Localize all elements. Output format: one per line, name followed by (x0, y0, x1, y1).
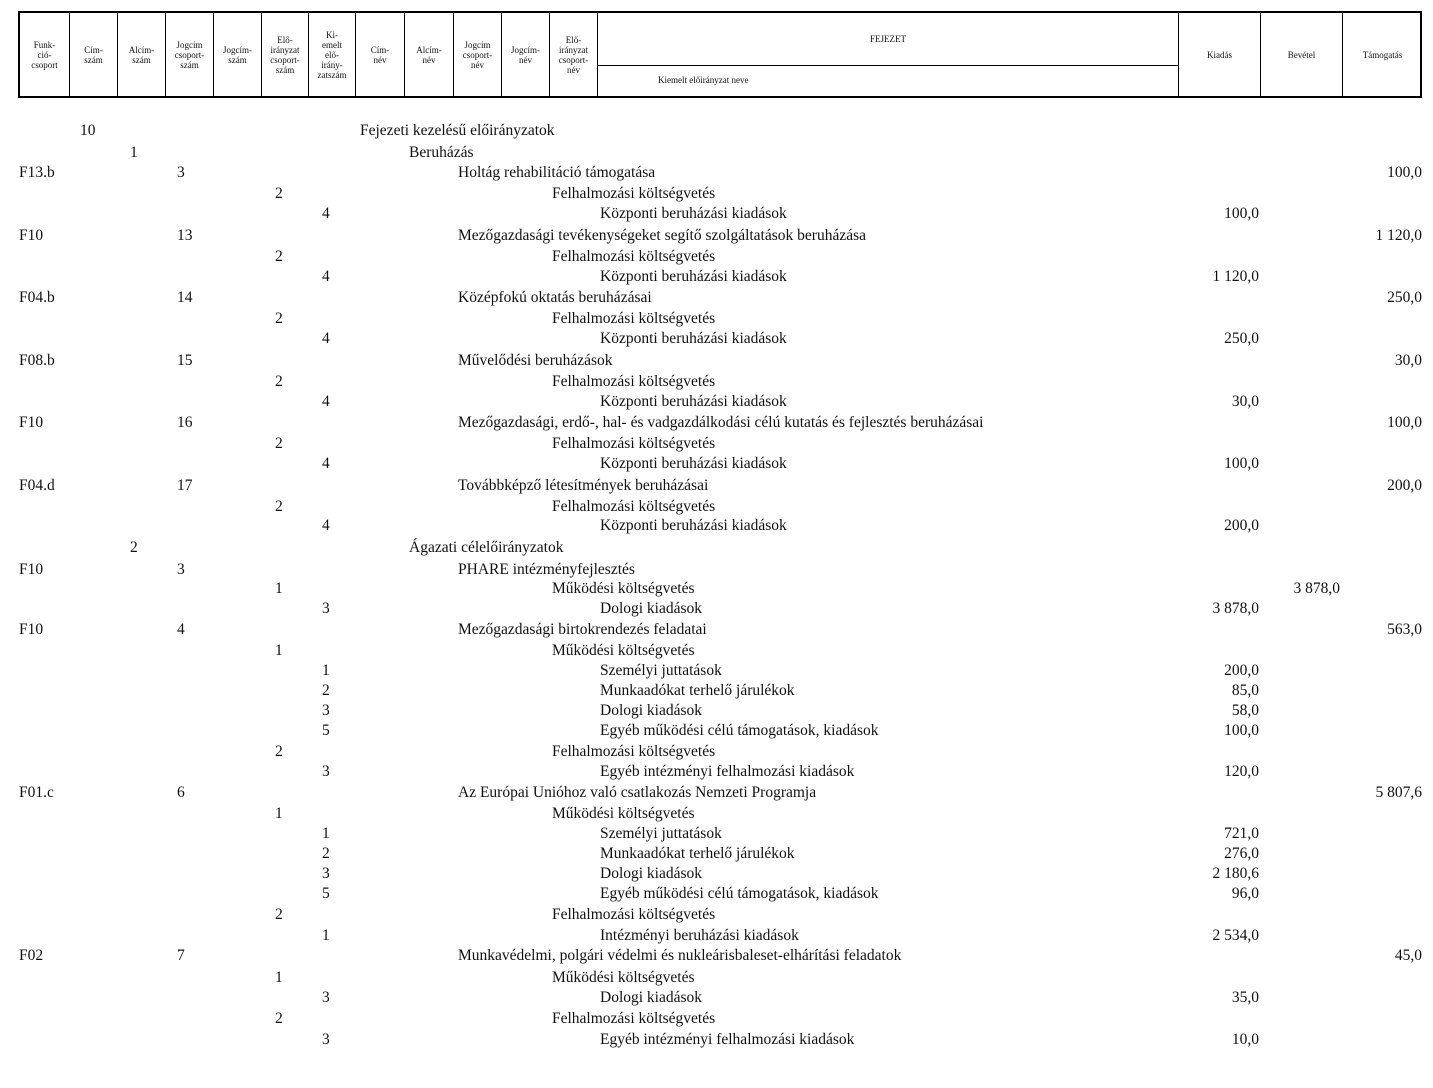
jogcimcsoport-cell: 14 (177, 289, 193, 306)
header-label-line: Cím- (84, 44, 103, 55)
header-col-alcimszam (117, 13, 165, 96)
kiemelt-eloiranyzat-cell: 2 (322, 682, 330, 699)
kiemelt-eloiranyzat-cell: 1 (322, 662, 330, 679)
header-label-line: Jogcím (464, 39, 491, 50)
kiemelt-eloiranyzat-cell: 4 (322, 330, 330, 347)
item-name: Egyéb működési célú támogatások, kiadások (600, 722, 879, 739)
jogcimcsoport-cell: 17 (177, 477, 193, 494)
table-row (0, 121, 1433, 141)
kiemelt-eloiranyzat-cell: 3 (322, 702, 330, 719)
item-name: Dologi kiadások (600, 989, 703, 1006)
table-row (0, 351, 1433, 371)
funkcio-cell: F01.c (19, 784, 54, 801)
funkcio-cell: F10 (19, 414, 44, 431)
table-row (0, 804, 1433, 824)
header-label-line: elő- (324, 49, 339, 60)
header-col-eloiranyzat-csoport-szam (261, 13, 308, 96)
item-name: Felhalmozási költségvetés (552, 906, 716, 923)
jogcimcsoport-cell: 6 (177, 784, 185, 801)
kiadas-value: 2 534,0 (1212, 927, 1259, 944)
eloiranyzat-csoport-cell: 1 (275, 969, 283, 986)
table-row (0, 247, 1433, 267)
funkcio-cell: F08.b (19, 352, 55, 369)
item-name: Felhalmozási költségvetés (552, 248, 716, 265)
item-name: Munkaadókat terhelő járulékok (600, 845, 795, 862)
kiadas-value: 250,0 (1224, 330, 1259, 347)
eloiranyzat-csoport-cell: 2 (275, 373, 283, 390)
kiemelt-eloiranyzat-cell: 4 (322, 517, 330, 534)
tamogatas-value: 30,0 (1394, 352, 1422, 369)
table-row (0, 884, 1433, 904)
item-name: Mezőgazdasági tevékenységeket segítő szolgáltatások beruházása (458, 227, 866, 244)
header-label-line: ció- (37, 49, 52, 60)
item-name: Személyi juttatások (600, 662, 722, 679)
kiemelt-eloiranyzat-cell: 4 (322, 455, 330, 472)
item-name: Mezőgazdasági birtokrendezés feladatai (458, 621, 707, 638)
item-name: Személyi juttatások (600, 825, 722, 842)
kiadas-value: 120,0 (1224, 763, 1259, 780)
eloiranyzat-csoport-cell: 1 (275, 805, 283, 822)
table-row (0, 204, 1433, 224)
kiemelt-eloiranyzat-cell: 3 (322, 865, 330, 882)
header-label-line: név (373, 54, 387, 65)
table-row (0, 454, 1433, 474)
tamogatas-value: 200,0 (1387, 477, 1422, 494)
item-name: Egyéb intézményi felhalmozási kiadások (600, 1031, 855, 1048)
header-label-line: Alcím- (128, 44, 155, 55)
kiemelt-eloiranyzat-cell: 1 (322, 927, 330, 944)
kiadas-value: 100,0 (1224, 205, 1259, 222)
header-label-line: név (422, 54, 436, 65)
item-name: Egyéb működési célú támogatások, kiadások (600, 885, 879, 902)
alcimszam-cell: 2 (130, 539, 138, 556)
kiadas-value: 35,0 (1231, 989, 1259, 1006)
header-col-kiemelt-eloiranyzatszam (308, 13, 355, 96)
funkcio-cell: F10 (19, 621, 44, 638)
table-row (0, 905, 1433, 925)
table-row (0, 701, 1433, 721)
item-name: Intézményi beruházási kiadások (600, 927, 799, 944)
header-label-line: csoport- (174, 49, 205, 60)
table-row (0, 288, 1433, 308)
header-label-line: csoport- (558, 54, 589, 65)
item-name: Ágazati célelőirányzatok (409, 539, 564, 556)
table-row (0, 434, 1433, 454)
funkcio-cell: F04.d (19, 477, 55, 494)
header-label-line: irány- (321, 59, 343, 70)
tamogatas-value: 45,0 (1394, 947, 1422, 964)
kiadas-value: 96,0 (1231, 885, 1259, 902)
header-label-line: szám (228, 54, 247, 65)
header-col-jogcimszam (213, 13, 261, 96)
header-col-bevetel: Bevétel (1260, 13, 1342, 96)
kiadas-value: 85,0 (1231, 682, 1259, 699)
kiemelt-eloiranyzat-cell: 3 (322, 763, 330, 780)
funkcio-cell: F04.b (19, 289, 55, 306)
table-row (0, 372, 1433, 392)
item-name: Munkaadókat terhelő járulékok (600, 682, 795, 699)
eloiranyzat-csoport-cell: 2 (275, 743, 283, 760)
item-name: Beruházás (409, 144, 474, 161)
kiemelt-eloiranyzat-cell: 3 (322, 1031, 330, 1048)
item-name: Egyéb intézményi felhalmozási kiadások (600, 763, 855, 780)
table-row (0, 267, 1433, 287)
table-row (0, 783, 1433, 803)
header-col-jogcimcsoport-nev (453, 13, 501, 96)
table-row (0, 844, 1433, 864)
jogcimcsoport-cell: 3 (177, 164, 185, 181)
kiemelt-eloiranyzat-cell: 4 (322, 268, 330, 285)
table-row (0, 968, 1433, 988)
header-col-jogcimcsoport-szam (165, 13, 213, 96)
table-row (0, 762, 1433, 782)
table-row (0, 392, 1433, 412)
item-name: Központi beruházási kiadások (600, 393, 787, 410)
header-label-line: Alcím- (416, 44, 442, 55)
eloiranyzat-csoport-cell: 2 (275, 185, 283, 202)
cimszam-cell: 10 (80, 122, 96, 139)
kiemelt-eloiranyzat-cell: 5 (322, 722, 330, 739)
header-col-tamogatas: Támogatás (1342, 13, 1422, 96)
kiemelt-eloiranyzat-cell: 3 (322, 989, 330, 1006)
header-col-eloiranyzat-csoport-nev (549, 13, 597, 96)
header-label-line: Elő- (565, 34, 582, 45)
item-name: Központi beruházási kiadások (600, 268, 787, 285)
eloiranyzat-csoport-cell: 2 (275, 498, 283, 515)
header-col-fejezet (597, 13, 1178, 96)
kiemelt-eloiranyzat-cell: 1 (322, 825, 330, 842)
header-label-line: Jogcím (176, 39, 203, 50)
tamogatas-value: 100,0 (1387, 414, 1422, 431)
table-row (0, 538, 1433, 558)
item-name: Az Európai Unióhoz való csatlakozás Nemzeti Programja (458, 784, 817, 801)
kiadas-value: 721,0 (1224, 825, 1259, 842)
header-label-line: csoport (31, 59, 58, 70)
kiadas-value: 10,0 (1231, 1031, 1259, 1048)
header-label-line: Elő- (277, 34, 293, 45)
header-label-line: szám (180, 59, 199, 70)
header-label-line: Cím- (370, 44, 390, 55)
header-label-line: név (471, 59, 484, 70)
table-row (0, 476, 1433, 496)
table-row (0, 560, 1433, 580)
table-row (0, 721, 1433, 741)
funkcio-cell: F10 (19, 227, 44, 244)
kiadas-value: 30,0 (1231, 393, 1259, 410)
table-row (0, 641, 1433, 661)
eloiranyzat-csoport-cell: 2 (275, 310, 283, 327)
eloiranyzat-csoport-cell: 1 (275, 642, 283, 659)
table-row (0, 413, 1433, 433)
tamogatas-value: 1 120,0 (1375, 227, 1422, 244)
funkcio-cell: F10 (19, 561, 44, 578)
header-label-line: csoport- (270, 54, 300, 65)
eloiranyzat-csoport-cell: 2 (275, 435, 283, 452)
item-name: Munkavédelmi, polgári védelmi és nukleárisbaleset-elhárítási feladatok (458, 947, 902, 964)
table-row (0, 1009, 1433, 1029)
kiadas-value: 100,0 (1224, 455, 1259, 472)
table-header (18, 11, 1422, 98)
kiadas-value: 200,0 (1224, 662, 1259, 679)
kiadas-value: 200,0 (1224, 517, 1259, 534)
header-col-jogcimnev (501, 13, 549, 96)
item-name: Működési költségvetés (552, 642, 695, 659)
table-row (0, 620, 1433, 640)
fejezet-label: FEJEZET (598, 13, 1178, 66)
kiemelt-nev-label: Kiemelt előirányzat neve (658, 75, 749, 85)
item-name: Felhalmozási költségvetés (552, 373, 716, 390)
header-label-line: csoport- (462, 49, 493, 60)
eloiranyzat-csoport-cell: 2 (275, 1010, 283, 1027)
table-row (0, 742, 1433, 762)
tamogatas-value: 100,0 (1387, 164, 1422, 181)
item-name: Felhalmozási költségvetés (552, 185, 716, 202)
table-row (0, 864, 1433, 884)
table-row (0, 163, 1433, 183)
jogcimcsoport-cell: 4 (177, 621, 185, 638)
kiemelt-eloiranyzat-cell: 2 (322, 845, 330, 862)
item-name: Felhalmozási költségvetés (552, 435, 716, 452)
table-row (0, 988, 1433, 1008)
header-label-line: zatszám (317, 69, 347, 80)
kiadas-value: 1 120,0 (1212, 268, 1259, 285)
kiadas-value: 276,0 (1224, 845, 1259, 862)
table-row (0, 329, 1433, 349)
table-row (0, 516, 1433, 536)
eloiranyzat-csoport-cell: 1 (275, 580, 283, 597)
header-label-line: irányzat (559, 44, 588, 55)
table-row (0, 143, 1433, 163)
item-name: Működési költségvetés (552, 580, 695, 597)
header-label-line: Ki- (325, 29, 338, 40)
item-name: Központi beruházási kiadások (600, 205, 787, 222)
item-name: Művelődési beruházások (458, 352, 613, 369)
funkcio-cell: F02 (19, 947, 44, 964)
jogcimcsoport-cell: 13 (177, 227, 193, 244)
item-name: Felhalmozási költségvetés (552, 310, 716, 327)
item-name: Működési költségvetés (552, 805, 695, 822)
table-row (0, 926, 1433, 946)
header-label-line: szám (84, 54, 103, 65)
item-name: Fejezeti kezelésű előirányzatok (360, 122, 555, 139)
table-row (0, 309, 1433, 329)
item-name: Mezőgazdasági, erdő-, hal- és vadgazdálkodási célú kutatás és fejlesztés beruházásai (458, 414, 984, 431)
table-row (0, 1030, 1433, 1050)
kiadas-value: 2 180,6 (1212, 865, 1259, 882)
header-label-line: név (519, 54, 532, 65)
item-name: Felhalmozási költségvetés (552, 743, 716, 760)
header-label-line: irányzat (270, 44, 300, 55)
header-label-line: Jogcím- (511, 44, 540, 55)
table-row (0, 681, 1433, 701)
tamogatas-value: 5 807,6 (1375, 784, 1422, 801)
table-row (0, 599, 1433, 619)
header-col-cimszam (69, 13, 117, 96)
kiadas-value: 3 878,0 (1212, 600, 1259, 617)
table-row (0, 824, 1433, 844)
tamogatas-value: 250,0 (1387, 289, 1422, 306)
header-label-line: emelt (321, 39, 342, 50)
table-row (0, 946, 1433, 966)
item-name: Dologi kiadások (600, 702, 703, 719)
kiemelt-eloiranyzat-cell: 4 (322, 205, 330, 222)
header-label-line: szám (132, 54, 151, 65)
header-label-line: Jogcím- (223, 44, 252, 55)
item-name: Dologi kiadások (600, 600, 703, 617)
kiemelt-eloiranyzat-cell: 4 (322, 393, 330, 410)
alcimszam-cell: 1 (130, 144, 138, 161)
bevetel-value: 3 878,0 (1293, 580, 1340, 597)
header-col-cimnev (355, 13, 404, 96)
item-name: Továbbképző létesítmények beruházásai (458, 477, 709, 494)
header-col-alcimnev (404, 13, 453, 96)
item-name: PHARE intézményfejlesztés (458, 561, 635, 578)
header-col-kiadas: Kiadás (1178, 13, 1260, 96)
item-name: Középfokú oktatás beruházásai (458, 289, 652, 306)
eloiranyzat-csoport-cell: 2 (275, 248, 283, 265)
funkcio-cell: F13.b (19, 164, 55, 181)
header-col-funkcio-csoport (20, 13, 69, 96)
table-row (0, 661, 1433, 681)
item-name: Központi beruházási kiadások (600, 517, 787, 534)
tamogatas-value: 563,0 (1387, 621, 1422, 638)
kiadas-value: 100,0 (1224, 722, 1259, 739)
item-name: Felhalmozási költségvetés (552, 1010, 716, 1027)
jogcimcsoport-cell: 16 (177, 414, 193, 431)
table-row (0, 184, 1433, 204)
jogcimcsoport-cell: 3 (177, 561, 185, 578)
kiemelt-eloiranyzat-cell: 3 (322, 600, 330, 617)
header-label-line: szám (275, 64, 295, 75)
kiadas-value: 58,0 (1231, 702, 1259, 719)
jogcimcsoport-cell: 15 (177, 352, 193, 369)
item-name: Holtág rehabilitáció támogatása (458, 164, 656, 181)
table-row (0, 497, 1433, 517)
kiemelt-eloiranyzat-cell: 5 (322, 885, 330, 902)
eloiranyzat-csoport-cell: 2 (275, 906, 283, 923)
table-row (0, 579, 1433, 599)
item-name: Központi beruházási kiadások (600, 330, 787, 347)
table-row (0, 226, 1433, 246)
jogcimcsoport-cell: 7 (177, 947, 185, 964)
header-label-line: név (567, 64, 580, 75)
item-name: Dologi kiadások (600, 865, 703, 882)
item-name: Felhalmozási költségvetés (552, 498, 716, 515)
item-name: Központi beruházási kiadások (600, 455, 787, 472)
header-label-line: Funk- (33, 39, 56, 50)
item-name: Működési költségvetés (552, 969, 695, 986)
